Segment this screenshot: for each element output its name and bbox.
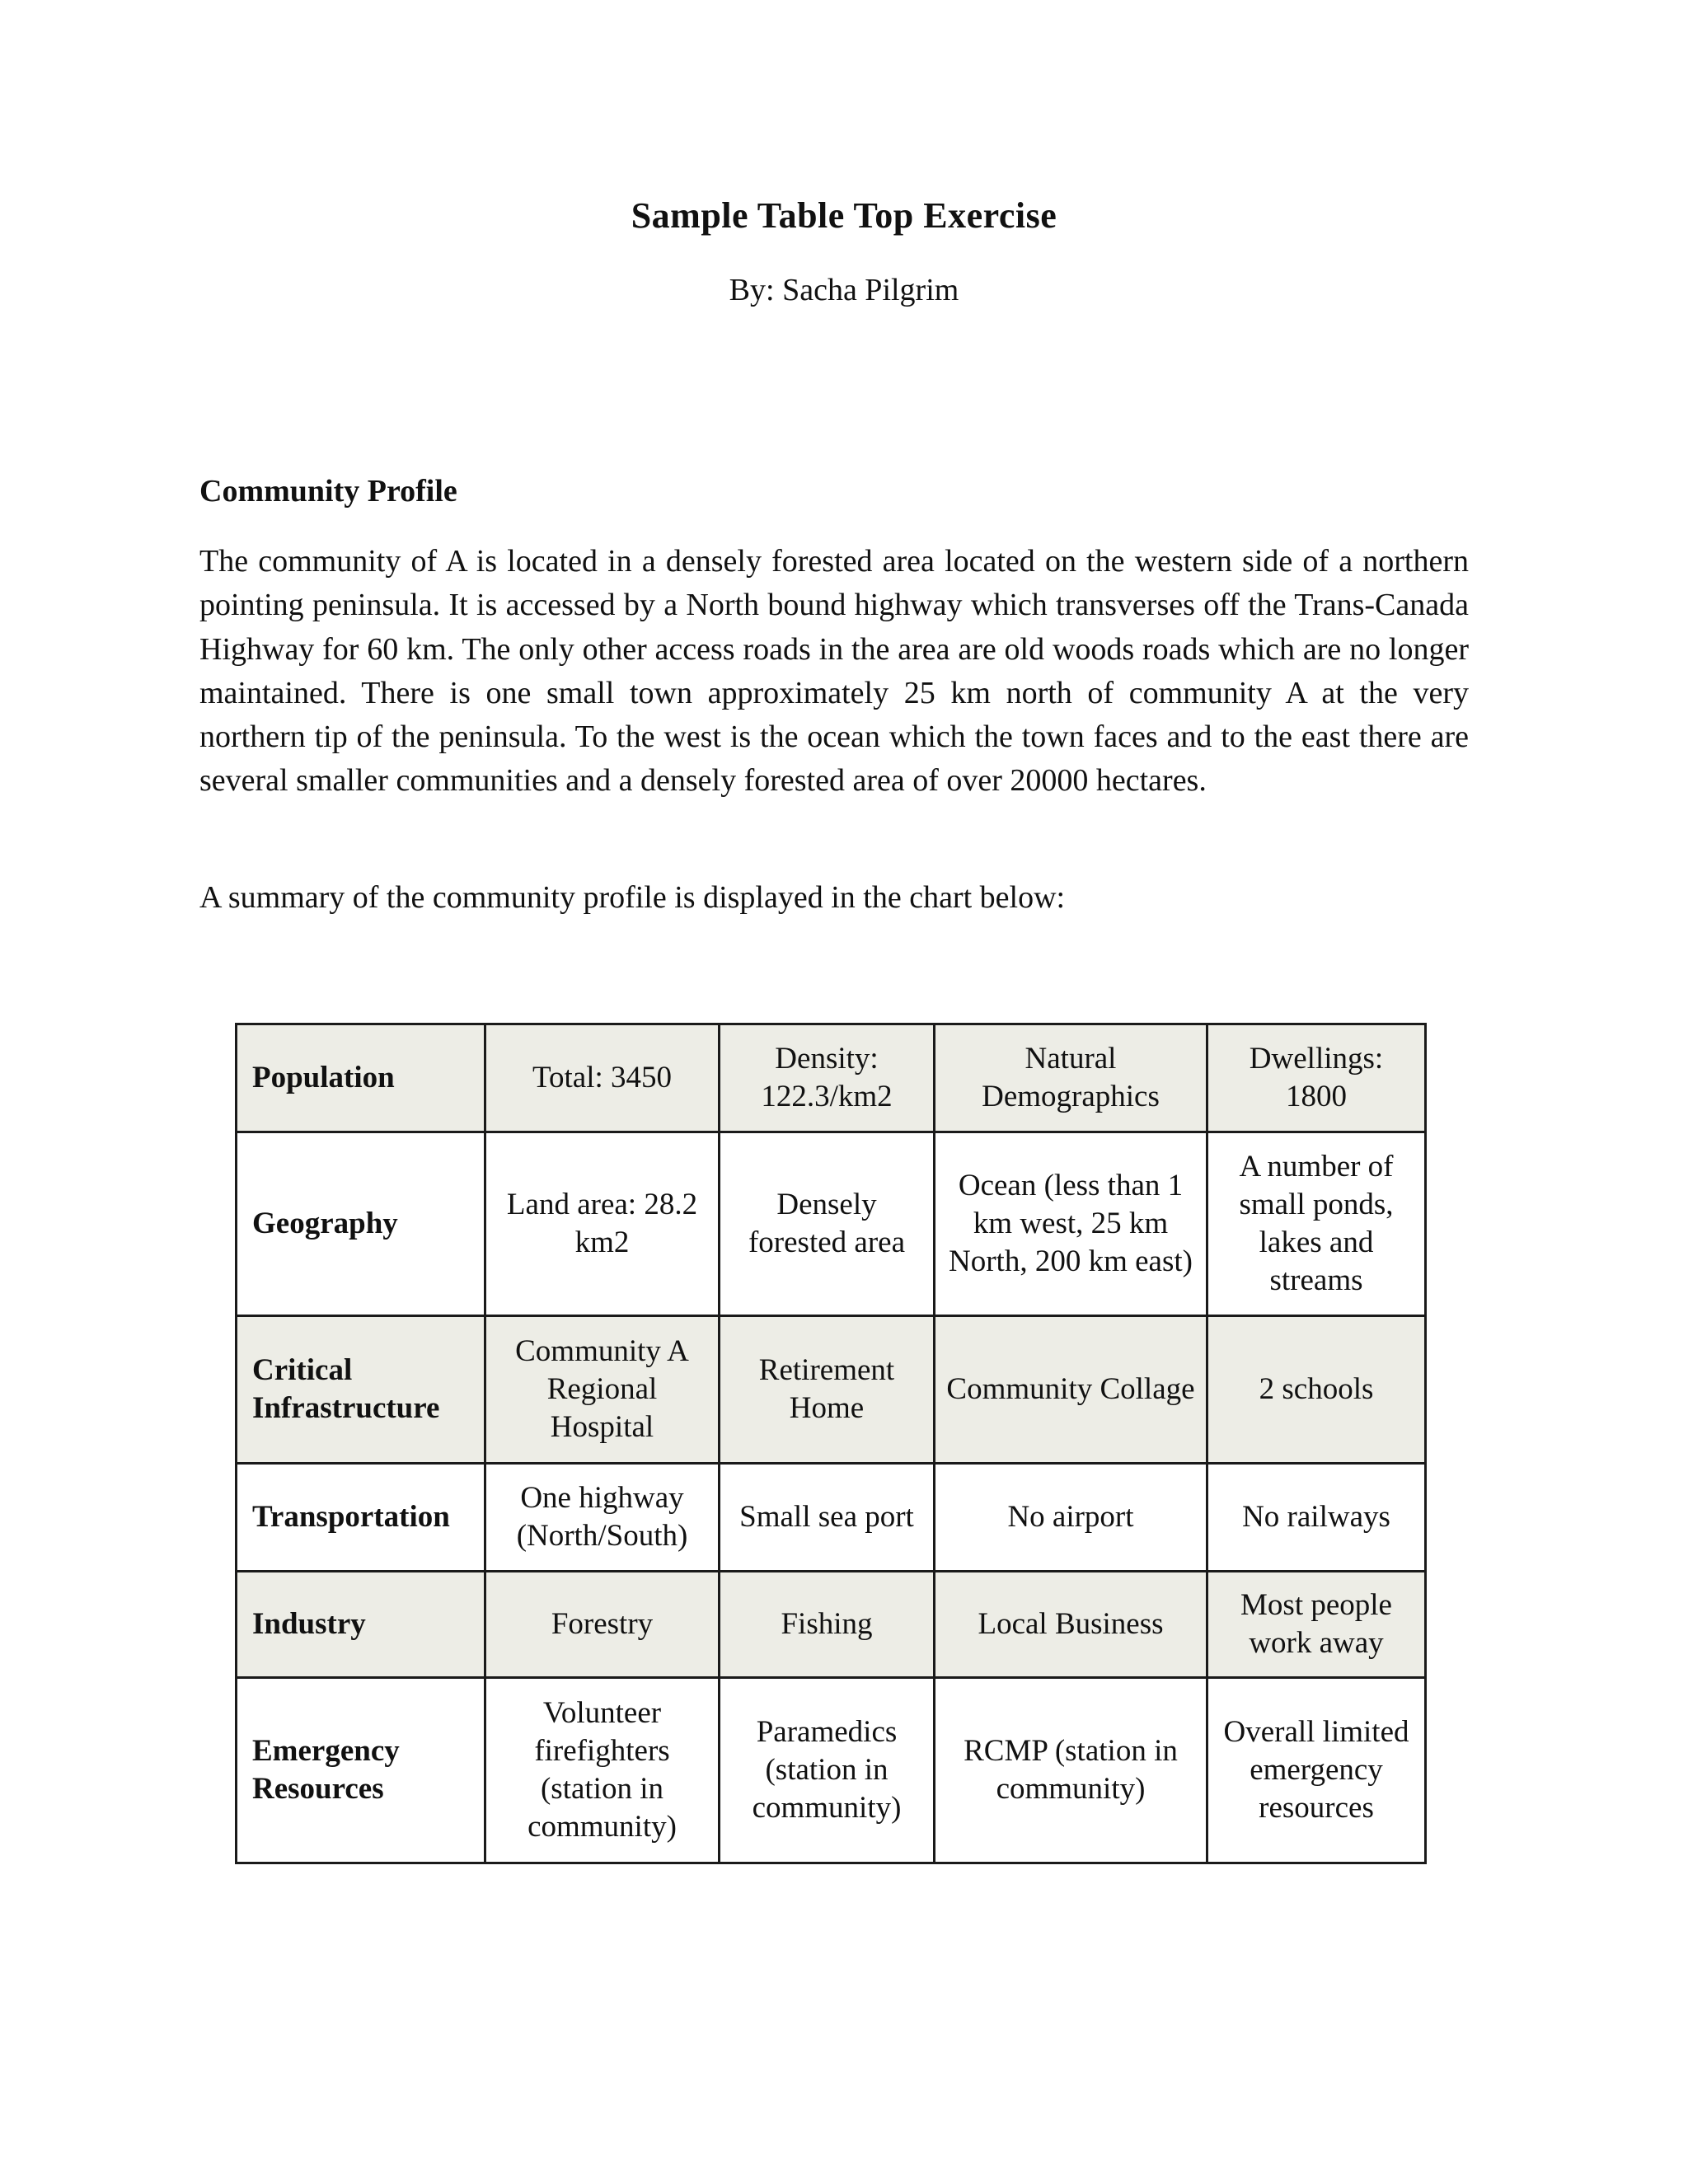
table-row-transportation [237, 1464, 1426, 1572]
table-cell: Community A Regional Hospital [485, 1316, 720, 1464]
table-row-industry [237, 1572, 1426, 1678]
table-cell: Small sea port [720, 1464, 935, 1572]
table-lead-in: A summary of the community profile is displayed in the chart below: [199, 880, 1066, 915]
community-profile-table [235, 1023, 1427, 1864]
table-cell: Most people work away [1207, 1572, 1426, 1678]
table-cell: Total: 3450 [485, 1024, 720, 1132]
row-label: Industry [237, 1572, 485, 1678]
table-cell: Density: 122.3/km2 [720, 1024, 935, 1132]
table-cell: Overall limited emergency resources [1207, 1678, 1426, 1863]
row-label: Emergency Resources [237, 1678, 485, 1863]
table-cell: Volunteer firefighters (station in community) [485, 1678, 720, 1863]
row-label: Population [237, 1024, 485, 1132]
table-cell: One highway (North/South) [485, 1464, 720, 1572]
table-row-population [237, 1024, 1426, 1132]
table-row-critical-infrastructure [237, 1316, 1426, 1464]
row-label: Transportation [237, 1464, 485, 1572]
document-title: Sample Table Top Exercise [631, 195, 1057, 236]
table-cell: No railways [1207, 1464, 1426, 1572]
table-cell: RCMP (station in community) [935, 1678, 1207, 1863]
table-cell: Retirement Home [720, 1316, 935, 1464]
table-cell: Forestry [485, 1572, 720, 1678]
table-cell: Dwellings: 1800 [1207, 1024, 1426, 1132]
table-cell: Community Collage [935, 1316, 1207, 1464]
table-row-geography [237, 1132, 1426, 1316]
row-label: Geography [237, 1132, 485, 1316]
table-cell: 2 schools [1207, 1316, 1426, 1464]
table-cell: Fishing [720, 1572, 935, 1678]
table-cell: Ocean (less than 1 km west, 25 km North, 200 km east) [935, 1132, 1207, 1316]
table-cell: No airport [935, 1464, 1207, 1572]
table-cell: Local Business [935, 1572, 1207, 1678]
table-cell: Paramedics (station in community) [720, 1678, 935, 1863]
table-cell: Densely forested area [720, 1132, 935, 1316]
table-cell: Land area: 28.2 km2 [485, 1132, 720, 1316]
profile-paragraph: The community of A is located in a densely forested area located on the western side of a northern pointing peninsula. It is accessed by a North bound highway which transverses off the Trans-Canada Highway for 60 km. The only other access roads in the area are old woods roads which are no longer maintained. There is one small town approximately 25 km north of community A at the very northern tip of the peninsula. To the west is the ocean which the town faces and to the east there are several smaller communities and a densely forested area of over 20000 hectares. [199, 544, 1469, 799]
table-cell: A number of small ponds, lakes and streams [1207, 1132, 1426, 1316]
document-byline: By: Sacha Pilgrim [729, 273, 959, 307]
row-label: Critical Infrastructure [237, 1316, 485, 1464]
table-row-emergency-resources [237, 1678, 1426, 1863]
table-cell: Natural Demographics [935, 1024, 1207, 1132]
section-heading: Community Profile [199, 474, 457, 509]
